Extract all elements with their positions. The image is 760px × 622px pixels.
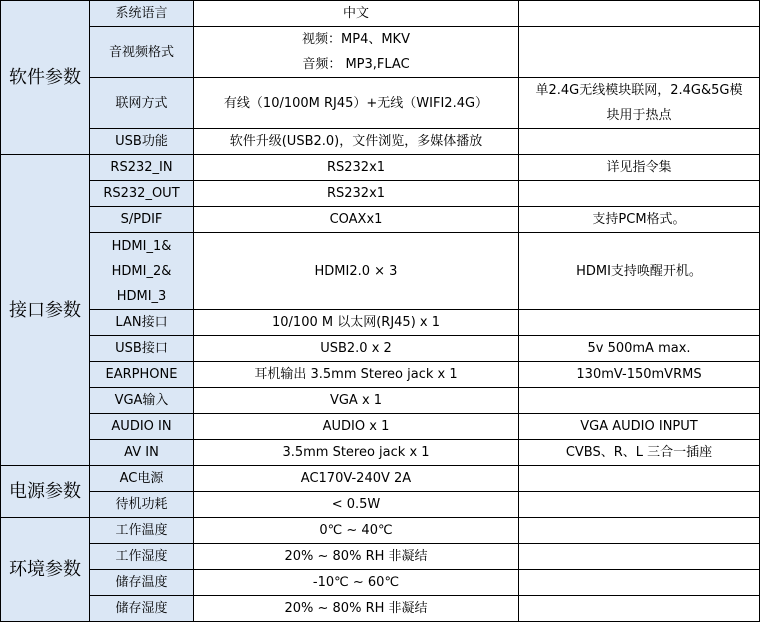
category-cell: 软件参数 bbox=[1, 1, 90, 155]
category-cell: 环境参数 bbox=[1, 518, 90, 622]
parameter-value: USB2.0 x 2 bbox=[320, 341, 392, 356]
parameter-note: 块用于热点 bbox=[606, 108, 672, 123]
parameter-value-cell bbox=[194, 207, 519, 233]
parameter-note: VGA AUDIO INPUT bbox=[580, 419, 698, 434]
parameter-note-cell bbox=[519, 544, 760, 570]
parameter-value: VGA x 1 bbox=[329, 393, 383, 408]
parameter-note-cell bbox=[519, 336, 760, 362]
parameter-note-cell bbox=[519, 492, 760, 518]
parameter-name: USB接口 bbox=[115, 341, 168, 356]
parameter-value: 10/100 M 以太网(RJ45) x 1 bbox=[272, 315, 440, 330]
parameter-name-cell bbox=[90, 388, 194, 414]
parameter-name: 工作温度 bbox=[115, 523, 168, 538]
parameter-value-cell bbox=[194, 233, 519, 310]
parameter-name-cell bbox=[90, 492, 194, 518]
parameter-name: AV IN bbox=[124, 445, 159, 460]
parameter-value-cell bbox=[194, 570, 519, 596]
parameter-note-cell bbox=[519, 310, 760, 336]
parameter-name: 音视频格式 bbox=[108, 44, 174, 60]
parameter-value-cell bbox=[194, 155, 519, 181]
parameter-note-cell bbox=[519, 155, 760, 181]
parameter-note-cell bbox=[519, 207, 760, 233]
parameter-name: AUDIO IN bbox=[111, 419, 172, 434]
parameter-note-cell bbox=[519, 570, 760, 596]
table-row bbox=[1, 388, 760, 414]
parameter-value: 音频： MP3,FLAC bbox=[302, 57, 410, 72]
parameter-value: AC170V-240V 2A bbox=[300, 471, 412, 486]
parameter-name-cell bbox=[90, 336, 194, 362]
parameter-value-cell bbox=[194, 1, 519, 27]
parameter-value-cell bbox=[194, 310, 519, 336]
table-row bbox=[1, 27, 760, 78]
parameter-value-cell bbox=[194, 492, 519, 518]
parameter-name-cell bbox=[90, 233, 194, 310]
parameter-name: AC电源 bbox=[119, 471, 164, 486]
parameter-value-cell bbox=[194, 336, 519, 362]
parameter-value-cell bbox=[194, 544, 519, 570]
parameter-value: 0℃ ~ 40℃ bbox=[319, 523, 393, 538]
parameter-value: HDMI2.0 × 3 bbox=[314, 263, 398, 279]
parameter-value: 20% ~ 80% RH 非凝结 bbox=[284, 549, 428, 564]
parameter-note-cell bbox=[519, 440, 760, 466]
parameter-name-cell bbox=[90, 181, 194, 207]
parameter-note: 支持PCM格式。 bbox=[592, 212, 686, 227]
parameter-note-cell bbox=[519, 233, 760, 310]
table-row bbox=[1, 570, 760, 596]
parameter-name-cell bbox=[90, 544, 194, 570]
parameter-name-cell bbox=[90, 518, 194, 544]
table-row bbox=[1, 78, 760, 129]
parameter-value-cell bbox=[194, 440, 519, 466]
parameter-note-cell bbox=[519, 518, 760, 544]
parameter-value: COAXx1 bbox=[329, 212, 383, 227]
spec-table-body bbox=[1, 1, 760, 622]
parameter-value: RS232x1 bbox=[326, 160, 386, 175]
parameter-value: < 0.5W bbox=[331, 497, 381, 512]
table-row bbox=[1, 440, 760, 466]
category-cell: 接口参数 bbox=[1, 155, 90, 466]
parameter-name: 联网方式 bbox=[115, 95, 168, 111]
parameter-value-cell bbox=[194, 27, 519, 78]
parameter-name: 储存温度 bbox=[115, 575, 168, 590]
parameter-note-cell bbox=[519, 181, 760, 207]
parameter-note: CVBS、R、L 三合一插座 bbox=[565, 445, 713, 460]
parameter-name: HDMI_1& bbox=[111, 238, 172, 254]
parameter-value-cell bbox=[194, 388, 519, 414]
parameter-note-cell bbox=[519, 362, 760, 388]
parameter-value: -10℃ ~ 60℃ bbox=[312, 575, 400, 590]
parameter-name-cell bbox=[90, 362, 194, 388]
table-row bbox=[1, 544, 760, 570]
parameter-name: RS232_IN bbox=[110, 160, 173, 175]
parameter-note: HDMI支持唤醒开机。 bbox=[576, 263, 702, 279]
table-row bbox=[1, 414, 760, 440]
table-row bbox=[1, 129, 760, 155]
parameter-name-cell bbox=[90, 310, 194, 336]
parameter-value: RS232x1 bbox=[326, 186, 386, 201]
parameter-name-cell bbox=[90, 570, 194, 596]
table-row bbox=[1, 1, 760, 27]
parameter-name-cell bbox=[90, 78, 194, 129]
parameter-name-cell bbox=[90, 466, 194, 492]
table-row bbox=[1, 492, 760, 518]
parameter-note-cell bbox=[519, 129, 760, 155]
parameter-name: 系统语言 bbox=[115, 6, 168, 21]
parameter-note: 详见指令集 bbox=[606, 160, 672, 175]
parameter-name-cell bbox=[90, 207, 194, 233]
parameter-note-cell bbox=[519, 414, 760, 440]
parameter-note-cell bbox=[519, 78, 760, 129]
parameter-value-cell bbox=[194, 78, 519, 129]
table-row bbox=[1, 518, 760, 544]
parameter-name: 工作湿度 bbox=[115, 549, 168, 564]
parameter-name-cell bbox=[90, 129, 194, 155]
parameter-value-cell bbox=[194, 129, 519, 155]
parameter-value: 20% ~ 80% RH 非凝结 bbox=[284, 601, 428, 616]
parameter-note-cell bbox=[519, 27, 760, 78]
parameter-name: VGA输入 bbox=[114, 393, 169, 408]
parameter-note-cell bbox=[519, 388, 760, 414]
parameter-note: 130mV-150mVRMS bbox=[576, 367, 702, 382]
table-row bbox=[1, 233, 760, 310]
parameter-note-cell bbox=[519, 1, 760, 27]
table-row bbox=[1, 181, 760, 207]
parameter-value: 软件升级(USB2.0)，文件浏览，多媒体播放 bbox=[229, 134, 483, 149]
parameter-value: AUDIO x 1 bbox=[322, 419, 390, 434]
parameter-value-cell bbox=[194, 362, 519, 388]
parameter-name: LAN接口 bbox=[115, 315, 168, 330]
parameter-value-cell bbox=[194, 181, 519, 207]
parameter-name-cell bbox=[90, 155, 194, 181]
parameter-value-cell bbox=[194, 414, 519, 440]
table-row bbox=[1, 336, 760, 362]
parameter-note: 5v 500mA max. bbox=[587, 341, 691, 356]
table-row bbox=[1, 207, 760, 233]
parameter-note: 单2.4G无线模块联网，2.4G&5G模 bbox=[535, 83, 743, 98]
parameter-name: HDMI_2& bbox=[111, 263, 172, 279]
parameter-value: 中文 bbox=[342, 6, 369, 21]
table-row bbox=[1, 466, 760, 492]
parameter-value: 视频：MP4、MKV bbox=[302, 32, 410, 47]
category-cell: 电源参数 bbox=[1, 466, 90, 518]
parameter-name: 储存湿度 bbox=[115, 601, 168, 616]
parameter-value: 耳机输出 3.5mm Stereo jack x 1 bbox=[254, 367, 458, 382]
table-row bbox=[1, 155, 760, 181]
table-row bbox=[1, 310, 760, 336]
parameter-value: 有线（10/100M RJ45）+无线（WIFI2.4G） bbox=[223, 95, 489, 111]
parameter-name: RS232_OUT bbox=[103, 186, 180, 201]
parameter-note-cell bbox=[519, 466, 760, 492]
parameter-name: EARPHONE bbox=[105, 367, 178, 382]
parameter-name-cell bbox=[90, 440, 194, 466]
parameter-name-cell bbox=[90, 414, 194, 440]
parameter-name: HDMI_3 bbox=[116, 288, 167, 304]
parameter-name: S/PDIF bbox=[120, 212, 163, 227]
parameter-name-cell bbox=[90, 1, 194, 27]
parameter-value-cell bbox=[194, 518, 519, 544]
parameter-name-cell bbox=[90, 27, 194, 78]
parameter-name: USB功能 bbox=[115, 134, 168, 149]
parameter-value: 3.5mm Stereo jack x 1 bbox=[282, 445, 430, 460]
parameter-name: 待机功耗 bbox=[115, 497, 168, 512]
table-row bbox=[1, 362, 760, 388]
parameter-value-cell bbox=[194, 466, 519, 492]
